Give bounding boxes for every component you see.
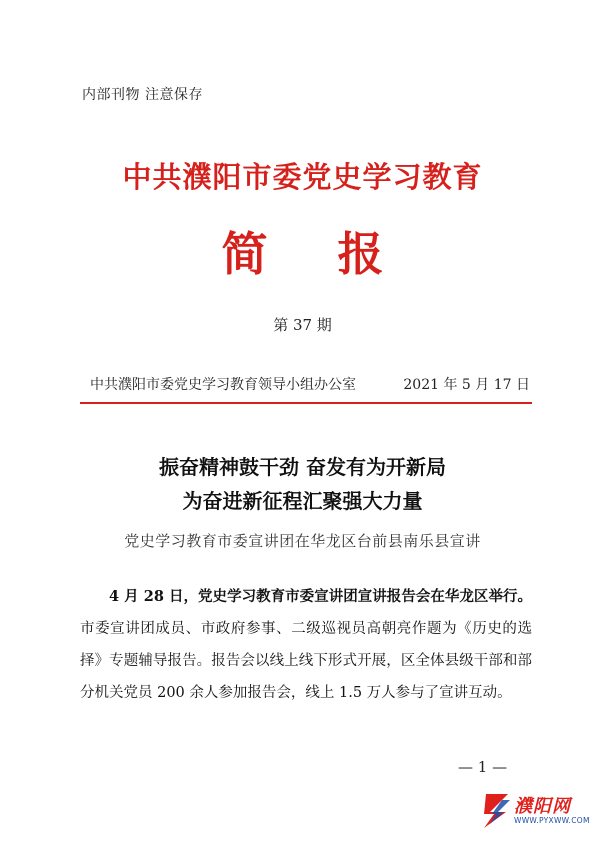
internal-publication-label: 内部刊物 注意保存: [82, 87, 203, 103]
watermark-site-url: WWW.PYXWW.COM: [514, 816, 590, 825]
article-subtitle: 党史学习教育市委宣讲团在华龙区台前县南乐县宣讲: [124, 532, 481, 550]
page-number: — 1 —: [458, 758, 508, 776]
headline-line-2: 为奋进新征程汇聚强大力量: [182, 489, 423, 513]
headline-line-1: 振奋精神鼓干劲 奋发有为开新局: [159, 455, 446, 479]
article-lead: 4 月 28 日，党史学习教育市委宣讲团宣讲报告会在华龙区举行。: [109, 588, 532, 605]
red-divider: [80, 402, 532, 404]
watermark-logo-icon: [480, 790, 514, 830]
bulletin-title: 简报: [221, 227, 454, 281]
issue-date: 2021 年 5 月 17 日: [403, 377, 530, 393]
watermark-site-name: 濮阳网: [514, 796, 571, 817]
site-watermark: [480, 790, 600, 834]
issuer-name: 中共濮阳市委党史学习教育领导小组办公室: [90, 377, 356, 393]
masthead-title: 中共濮阳市委党史学习教育: [122, 160, 483, 194]
article-body-text: 市委宣讲团成员、市政府参事、二级巡视员高朝亮作题为《历史的选择》专题辅导报告。报告会以线上线下形式开展，区全体县级干部和部分机关党员 200 余人参加报告会，线上 1.5 万人参与了宣讲互动。: [80, 621, 532, 701]
issue-number: 第 37 期: [273, 316, 332, 334]
article-body: [80, 581, 532, 709]
article-headline: [0, 450, 605, 518]
